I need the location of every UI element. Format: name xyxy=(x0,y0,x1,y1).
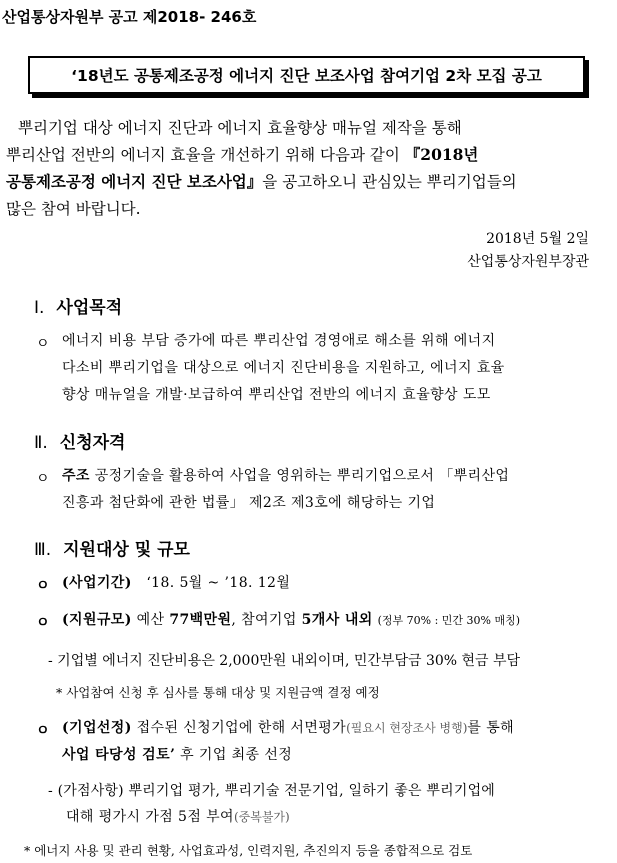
section-1-title: 사업목적 xyxy=(56,298,123,318)
section-3-heading xyxy=(34,535,190,560)
selection-note: * 사업참여 신청 후 심사를 통해 대상 및 지원금액 결정 예정 xyxy=(56,685,380,700)
bonus-line-2 xyxy=(66,806,290,826)
scale-matching: (정부 70% : 민간 30% 매칭) xyxy=(377,614,521,627)
selection-line-1 xyxy=(62,717,514,737)
bonus-text: 대해 평가시 가점 5점 부여 xyxy=(66,809,234,825)
section-3-bullet-1: ㅇ xyxy=(36,578,50,594)
selection-paren: (필요시 현장조사 병행) xyxy=(346,721,468,735)
period-label: (사업기간) xyxy=(62,575,132,591)
doc-number: 산업통상자원부 공고 제2018- 246호 xyxy=(2,8,257,26)
page-title: ‘18년도 공통제조공정 에너지 진단 보조사업 참여기업 2차 모집 공고 xyxy=(71,67,542,85)
title-box xyxy=(28,56,585,94)
section-2-bullet: ㅇ xyxy=(36,471,50,487)
scale-label: (지원규모) xyxy=(62,612,132,628)
section-1-number: Ⅰ. xyxy=(34,298,45,318)
bonus-line-1: - (가점사항) 뿌리기업 평가, 뿌리기술 전문기업, 일하기 좋은 뿌리기업에 xyxy=(48,783,496,799)
period-text: ‘18. 5월 ~ ’18. 12월 xyxy=(146,575,291,591)
intro-line-3 xyxy=(6,170,517,192)
scale-text-a: 예산 xyxy=(131,612,170,628)
section-2-number: Ⅱ. xyxy=(34,433,48,453)
selection-text-2: 를 통해 xyxy=(467,720,515,736)
section-1-line-1: 에너지 비용 부담 증가에 따른 뿌리산업 경영애로 해소를 위해 에너지 xyxy=(62,333,496,349)
section-2-line-2: 진흥과 첨단화에 관한 법률」 제2조 제3호에 해당하는 기업 xyxy=(62,495,436,511)
section-2-line-1-text: 공정기술을 활용하여 사업을 영위하는 뿌리기업으로서 「뿌리산업 xyxy=(89,468,510,484)
issuer: 산업통상자원부장관 xyxy=(467,254,589,270)
section-1-line-3: 향상 매뉴얼을 개발·보급하여 뿌리산업 전반의 에너지 효율향상 도모 xyxy=(62,387,491,403)
selection-text: 접수된 신청기업에 한해 서면평가 xyxy=(131,720,347,736)
scale-line xyxy=(62,609,520,629)
selection-line-2-text: 후 기업 최종 선정 xyxy=(175,747,293,763)
intro-line-4: 많은 참여 바랍니다. xyxy=(6,200,141,218)
section-1-heading xyxy=(34,293,122,318)
intro-line-3-text: 을 공고하오니 관심있는 뿌리기업들의 xyxy=(262,173,517,191)
intro-line-1: 뿌리기업 대상 에너지 진단과 에너지 효율향상 매뉴얼 제작을 통해 xyxy=(18,119,462,137)
section-1-line-2: 다소비 뿌리기업을 대상으로 에너지 진단비용을 지원하고, 에너지 효율 xyxy=(62,360,505,376)
intro-line-2-text: 뿌리산업 전반의 에너지 효율을 개선하기 위해 다음과 같이 xyxy=(6,146,405,164)
section-2-heading xyxy=(34,428,125,453)
selection-bold: 사업 타당성 검토’ xyxy=(62,747,176,763)
bonus-paren: (중복불가) xyxy=(233,810,290,824)
section-2-title: 신청자격 xyxy=(59,433,126,453)
section-2-bold: 주조 xyxy=(62,468,90,484)
scale-budget: 77백만원 xyxy=(169,612,232,628)
section-3-bullet-3: ㅇ xyxy=(36,723,50,739)
period-line xyxy=(62,572,290,592)
section-3-bullet-2: ㅇ xyxy=(36,615,50,631)
selection-line-2 xyxy=(62,744,292,764)
section-3-number: Ⅲ. xyxy=(34,540,52,560)
scale-text-b: , 참여기업 xyxy=(231,612,302,628)
section-2-line-1 xyxy=(62,465,509,485)
intro-line-2 xyxy=(6,143,478,165)
selection-label: (기업선정) xyxy=(62,720,132,736)
section-1-bullet: ㅇ xyxy=(36,336,50,352)
announcement-date: 2018년 5월 2일 xyxy=(486,231,589,247)
scale-companies: 5개사 내외 xyxy=(301,612,373,628)
evaluation-note: * 에너지 사용 및 관리 현황, 사업효과성, 인력지원, 추진의지 등을 종합적으로 검토 xyxy=(24,843,473,858)
intro-line-3-bold: 공통제조공정 에너지 진단 보조사업』 xyxy=(6,172,263,191)
intro-line-2-bold: 『2018년 xyxy=(404,145,479,164)
section-3-title: 지원대상 및 규모 xyxy=(63,540,190,560)
cost-line: - 기업별 에너지 진단비용은 2,000만원 내외이며, 민간부담금 30% 현금 부담 xyxy=(48,653,521,669)
